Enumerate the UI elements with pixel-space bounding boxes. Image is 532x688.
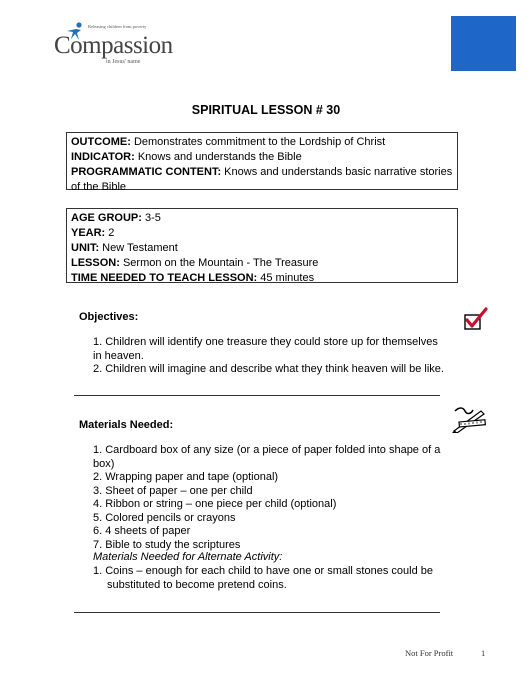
age-line	[71, 211, 453, 226]
objectives-title: Objectives:	[79, 311, 139, 323]
indicator-label: INDICATOR:	[71, 151, 135, 163]
unit-line	[71, 241, 453, 256]
list-item: 1. Coins – enough for each child to have one or small stones could be substituted to become pretend coins.	[93, 565, 433, 591]
outcome-line	[71, 135, 453, 150]
unit-label: UNIT:	[71, 242, 100, 254]
outcome-value: Demonstrates commitment to the Lordship of Christ	[130, 136, 386, 148]
programmatic-value: Knows and understands basic narrative stories of the Bible	[71, 166, 453, 193]
indicator-value: Knows and understands the Bible	[134, 151, 302, 163]
time-label: TIME NEEDED TO TEACH LESSON:	[71, 272, 258, 284]
unit-value: New Testament	[99, 242, 178, 254]
section-divider	[74, 612, 440, 613]
lesson-line	[71, 256, 453, 271]
outcome-box	[66, 132, 458, 193]
compassion-logo	[54, 22, 174, 72]
list-item: 1. Children will identify one treasure they could store up for themselves in heaven.	[93, 336, 438, 362]
lesson-value: Sermon on the Mountain - The Treasure	[119, 257, 319, 269]
list-item: 7. Bible to study the scriptures	[93, 538, 241, 551]
blue-block	[451, 16, 516, 71]
page-title: SPIRITUAL LESSON # 30	[191, 103, 341, 117]
year-value: 2	[105, 227, 115, 239]
materials-title: Materials Needed:	[79, 419, 174, 431]
list-item: 1. Cardboard box of any size (or a piece of paper folded into shape of a box)	[93, 444, 441, 470]
checkbox-check-icon	[463, 307, 489, 331]
objectives-list	[93, 336, 448, 377]
list-item: 3. Sheet of paper – one per child	[93, 484, 253, 497]
page-number: 1	[481, 648, 486, 658]
indicator-line	[71, 150, 453, 165]
pencil-ruler-icon	[451, 405, 487, 433]
list-item: 2. Children will imagine and describe what they think heaven will be like.	[93, 363, 444, 375]
alt-materials-title: Materials Needed for Alternate Activity:	[93, 551, 283, 563]
lesson-info-box	[66, 208, 458, 283]
logo-subline: in Jesus' name	[106, 59, 141, 65]
logo-tagline: Releasing children from poverty	[88, 24, 147, 29]
year-line	[71, 226, 453, 241]
outcome-label: OUTCOME:	[71, 136, 131, 148]
list-item: 4. Ribbon or string – one piece per child (optional)	[93, 498, 337, 510]
age-value: 3-5	[141, 212, 161, 224]
programmatic-label: PROGRAMMATIC CONTENT:	[71, 166, 222, 178]
lesson-label: LESSON:	[71, 257, 120, 269]
footer-note: Not For Profit	[405, 648, 454, 658]
list-item: 5. Colored pencils or crayons	[93, 511, 236, 524]
materials-list	[93, 444, 443, 552]
age-label: AGE GROUP:	[71, 212, 142, 224]
list-item: 6. 4 sheets of paper	[93, 525, 191, 537]
alt-materials-list	[93, 565, 438, 592]
time-line	[71, 271, 453, 286]
logo-wordmark: Compassion	[54, 32, 173, 59]
time-value: 45 minutes	[257, 272, 315, 284]
programmatic-line	[71, 165, 453, 195]
year-label: YEAR:	[71, 227, 106, 239]
section-divider	[74, 395, 440, 396]
list-item: 2. Wrapping paper and tape (optional)	[93, 471, 279, 483]
